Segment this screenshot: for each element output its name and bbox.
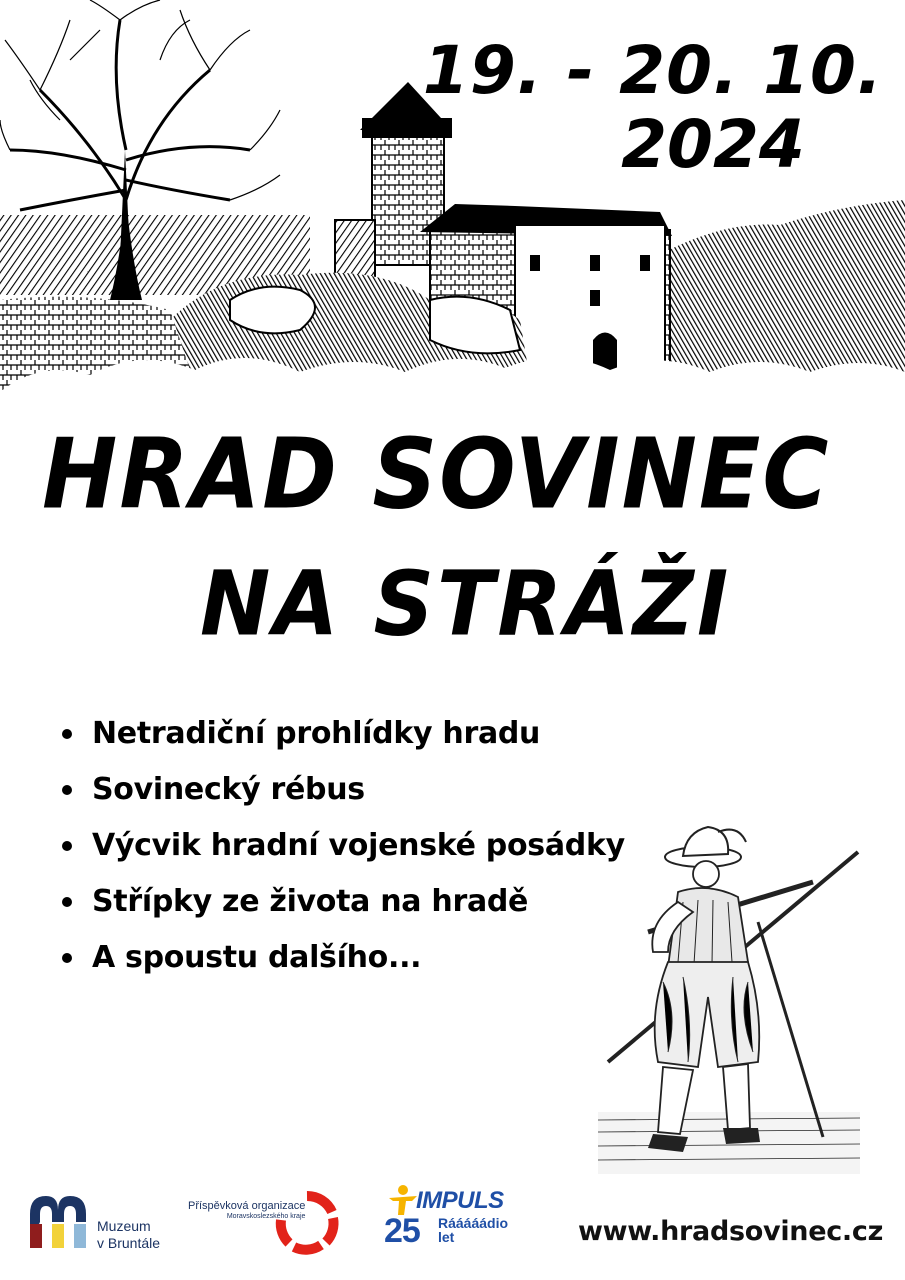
impuls-years: 25: [384, 1212, 420, 1250]
impuls-tagline-line2: let: [438, 1229, 455, 1245]
event-title-line2: NA STRÁŽI: [200, 552, 732, 656]
impuls-wordmark: IMPULS: [416, 1187, 504, 1214]
region-ring-logo-icon: [274, 1190, 340, 1256]
impuls-tagline-line1: Rááááádio: [438, 1215, 509, 1231]
feature-list: [62, 706, 625, 986]
list-item: [62, 874, 625, 930]
bullet-icon: [62, 897, 72, 907]
event-date: [422, 32, 883, 183]
event-date-days: 19. - 20. 10.: [422, 32, 883, 109]
bullet-icon: [62, 729, 72, 739]
footer: [0, 1180, 905, 1280]
impuls-radio-logo: [382, 1184, 532, 1256]
event-date-year: 2024: [621, 106, 805, 183]
list-item: [62, 818, 625, 874]
museum-logo-icon: [26, 1192, 90, 1250]
museum-name: [97, 1218, 160, 1252]
list-item: [62, 762, 625, 818]
museum-name-line1: Muzeum: [97, 1218, 151, 1234]
list-item: [62, 930, 625, 986]
musketeer-illustration: [598, 812, 860, 1174]
bullet-icon: [62, 785, 72, 795]
bullet-icon: [62, 841, 72, 851]
feature-text: Sovinecký rébus: [92, 772, 365, 807]
feature-text: Netradiční prohlídky hradu: [92, 716, 541, 751]
feature-text: A spoustu dalšího...: [92, 940, 422, 975]
organization-line2: Moravskoslezského kraje: [226, 1213, 306, 1220]
organization-line1: Příspěvková organizace: [188, 1200, 306, 1212]
musketeer-drawing: [598, 812, 860, 1174]
impuls-tagline: [438, 1216, 508, 1244]
feature-text: Střípky ze života na hradě: [92, 884, 529, 919]
event-title-line1: HRAD SOVINEC: [42, 418, 831, 532]
feature-text: Výcvik hradní vojenské posádky: [92, 828, 625, 863]
museum-name-line2: v Bruntále: [97, 1235, 161, 1251]
list-item: [62, 706, 625, 762]
website-url: www.hradsovinec.cz: [577, 1216, 883, 1247]
bullet-icon: [62, 953, 72, 963]
